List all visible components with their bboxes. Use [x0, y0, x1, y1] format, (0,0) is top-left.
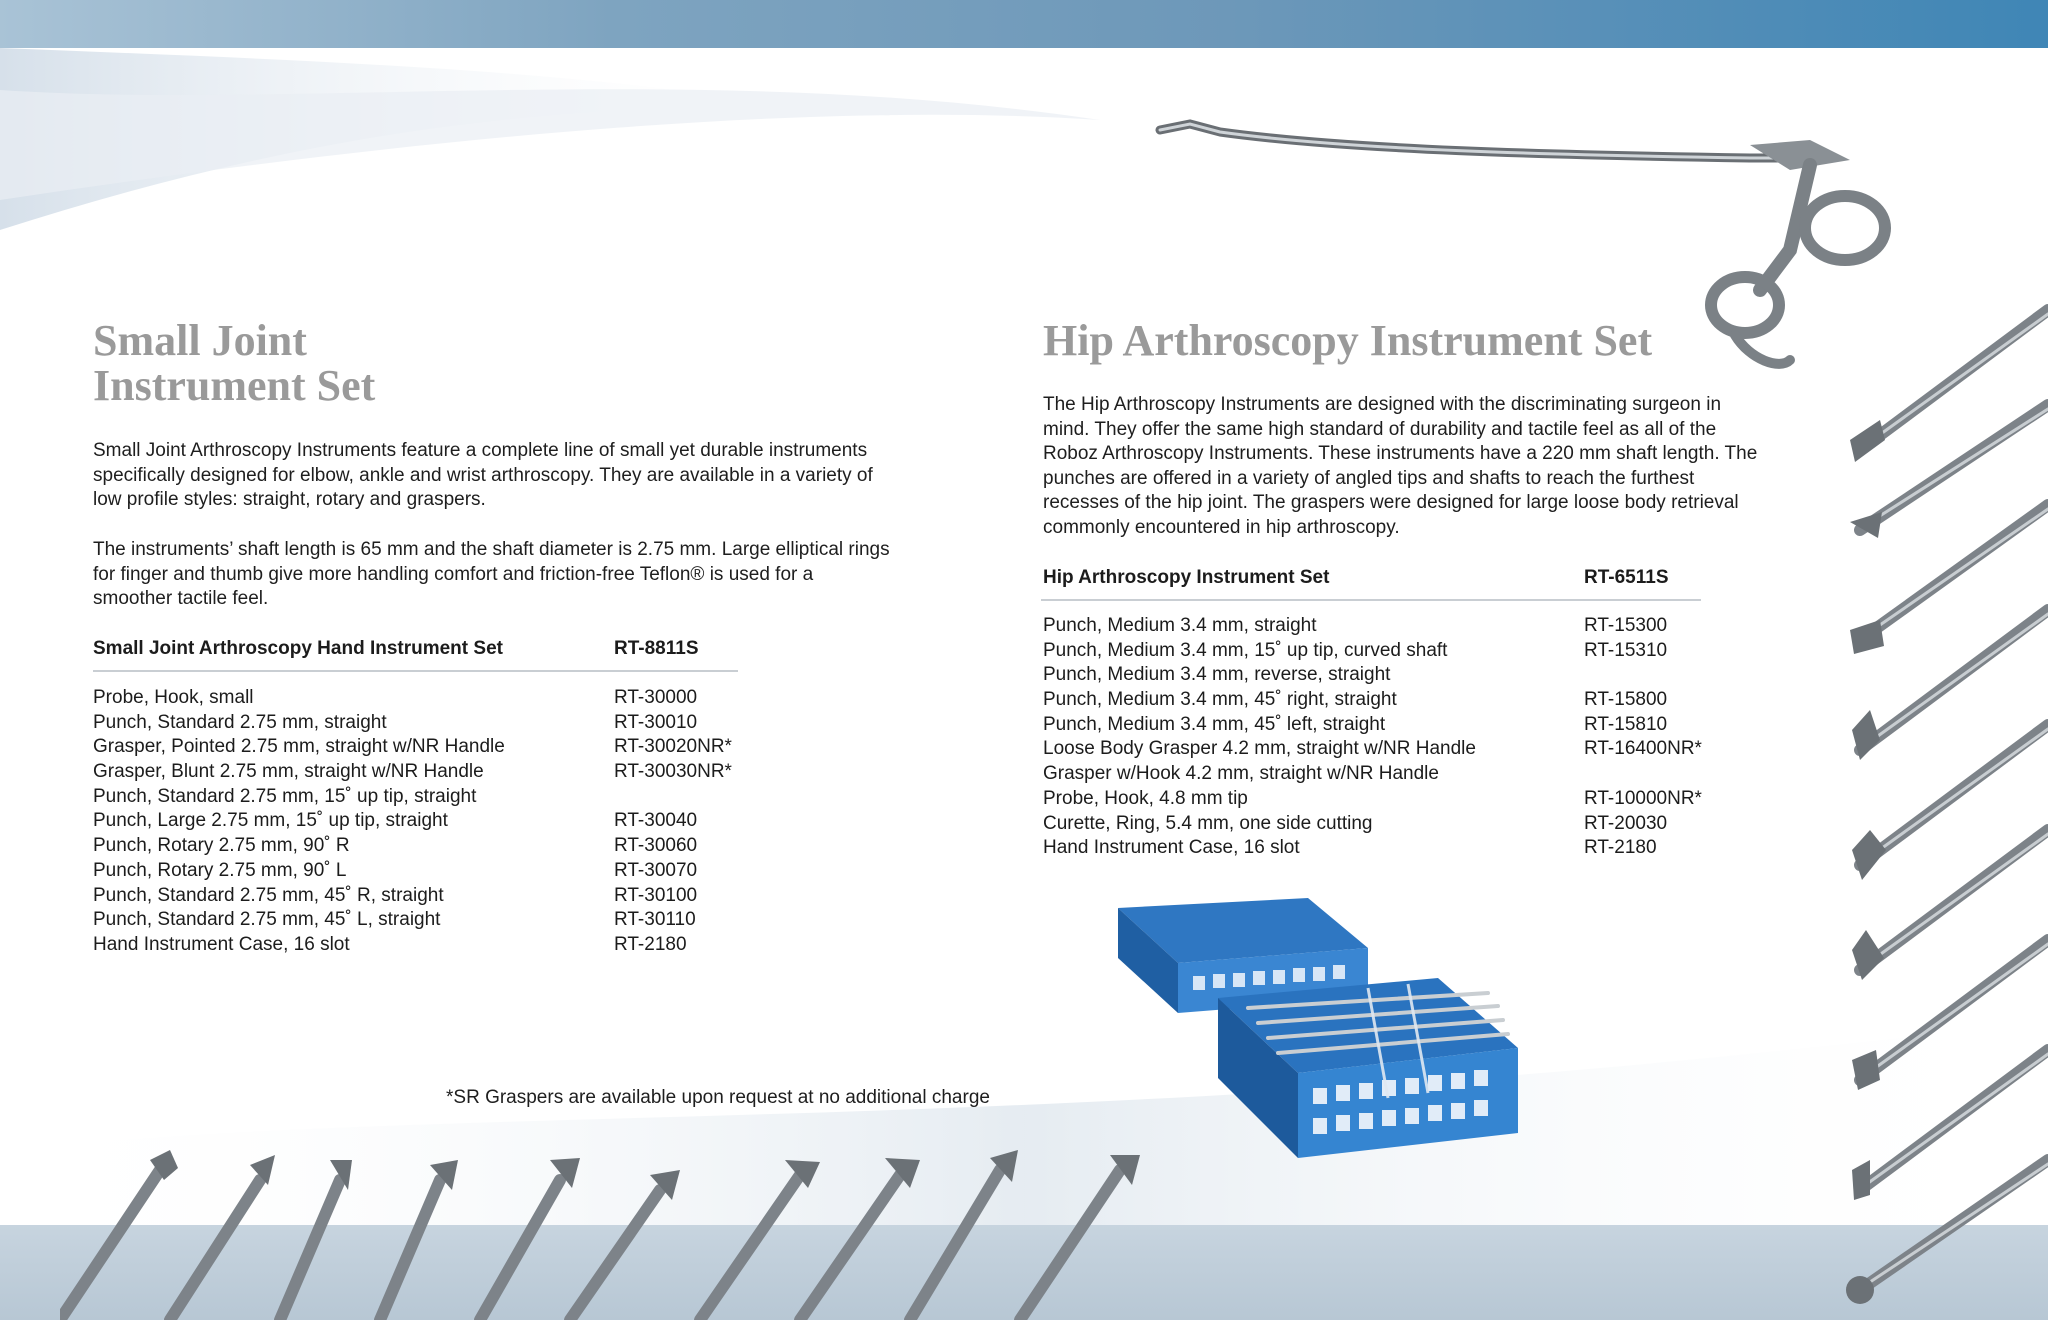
list-item	[93, 711, 893, 736]
list-item	[93, 884, 893, 909]
item-code: RT-30100	[614, 884, 698, 906]
small-joint-item-list	[93, 686, 893, 958]
item-name: Punch, Standard 2.75 mm, straight	[93, 711, 387, 733]
item-name: Curette, Ring, 5.4 mm, one side cutting	[1043, 812, 1373, 834]
item-name: Probe, Hook, small	[93, 687, 254, 708]
item-name: Punch, Rotary 2.75 mm, 90˚ R	[93, 835, 350, 857]
item-name: Punch, Medium 3.4 mm, reverse, straight	[1043, 664, 1391, 686]
item-name: Punch, Large 2.75 mm, 15˚ up tip, straight	[93, 810, 448, 832]
list-item	[1043, 762, 1743, 787]
header-divider	[93, 670, 738, 672]
list-item	[1043, 663, 1743, 688]
list-item	[93, 785, 893, 810]
list-item	[1043, 688, 1743, 713]
list-item	[1043, 836, 1743, 861]
list-item	[1043, 787, 1743, 812]
item-name: Punch, Medium 3.4 mm, 45˚ right, straight	[1043, 689, 1397, 711]
item-name: Loose Body Grasper 4.2 mm, straight w/NR Handle	[1043, 738, 1476, 760]
item-name: Punch, Standard 2.75 mm, 45˚ L, straight	[93, 909, 441, 931]
item-code: RT-10000NR*	[1584, 787, 1702, 809]
item-name: Punch, Medium 3.4 mm, 15˚ up tip, curved shaft	[1043, 639, 1448, 661]
item-code: RT-30030NR*	[614, 761, 732, 783]
list-item	[1043, 614, 1743, 639]
item-name: Grasper, Blunt 2.75 mm, straight w/NR Handle	[93, 761, 484, 783]
item-code: RT-30000	[614, 687, 698, 708]
item-code: RT-30060	[614, 835, 698, 857]
item-code: RT-15800	[1584, 689, 1668, 711]
set-code: RT-6511S	[1584, 567, 1669, 588]
list-item	[1043, 812, 1743, 837]
small-joint-shaft-paragraph: The instruments’ shaft length is 65 mm and the shaft diameter is 2.75 mm. Large elliptical rings for finger and thumb give more handling comfort and friction-free Teflon® is used for a smoother tactile feel.	[93, 539, 890, 609]
item-code: RT-20030	[1584, 812, 1668, 834]
hip-arthroscopy-paragraph: The Hip Arthroscopy Instruments are designed with the discriminating surgeon in mind. They offer the same high standard of durability and tactile feel as all of the Roboz Arthroscopy Instruments. These instruments have a 220 mm shaft length. The punches are offered in a variety of angled tips and shafts to reach the furthest recesses of the hip joint. The graspers were designed for large loose body retrieval commonly encountered in hip arthroscopy.	[1043, 394, 1758, 538]
item-code: RT-30010	[614, 711, 698, 733]
item-code: RT-30040	[614, 810, 698, 832]
list-item	[93, 834, 893, 859]
item-name: Punch, Standard 2.75 mm, 15˚ up tip, straight	[93, 785, 477, 807]
set-name: Small Joint Arthroscopy Hand Instrument Set	[93, 638, 503, 659]
item-name: Punch, Medium 3.4 mm, straight	[1043, 615, 1317, 636]
item-code: RT-16400NR*	[1584, 738, 1702, 760]
item-name: Probe, Hook, 4.8 mm tip	[1043, 787, 1248, 809]
set-code: RT-8811S	[614, 638, 699, 659]
list-item	[93, 735, 893, 760]
list-item	[93, 859, 893, 884]
footnote: *SR Graspers are available upon request at no additional charge	[446, 1087, 990, 1108]
hip-arthroscopy-title: Hip Arthroscopy Instrument Set	[1043, 316, 1653, 365]
list-item	[93, 760, 893, 785]
small-joint-title-line1: Small Joint	[93, 316, 307, 365]
small-joint-title-line2: Instrument Set	[93, 361, 376, 410]
list-item	[1043, 639, 1743, 664]
list-item	[93, 809, 893, 834]
header-divider	[1041, 599, 1701, 601]
instrument-tips-row-image	[60, 1140, 1210, 1320]
list-item	[93, 686, 893, 711]
hip-item-list	[1043, 614, 1743, 861]
list-item	[1043, 713, 1743, 738]
item-name: Grasper, Pointed 2.75 mm, straight w/NR Handle	[93, 736, 505, 758]
item-code: RT-2180	[614, 933, 687, 955]
item-name: Punch, Rotary 2.75 mm, 90˚ L	[93, 859, 347, 881]
item-code: RT-15810	[1584, 713, 1668, 735]
item-name: Grasper w/Hook 4.2 mm, straight w/NR Handle	[1043, 763, 1439, 785]
item-code: RT-30070	[614, 859, 698, 881]
instrument-tips-column-image	[1840, 290, 2048, 1320]
item-code: RT-15300	[1584, 615, 1668, 636]
list-item	[1043, 737, 1743, 762]
set-name: Hip Arthroscopy Instrument Set	[1043, 567, 1330, 588]
small-joint-title	[93, 318, 793, 408]
item-code: RT-30110	[614, 909, 696, 931]
item-code: RT-15310	[1584, 639, 1668, 661]
item-name: Hand Instrument Case, 16 slot	[1043, 837, 1300, 859]
item-name: Hand Instrument Case, 16 slot	[93, 933, 350, 955]
small-joint-intro-paragraph: Small Joint Arthroscopy Instruments feature a complete line of small yet durable instruments specifically designed for elbow, ankle and wrist arthroscopy. They are available in a variety of low profile styles: straight, rotary and graspers.	[93, 440, 873, 510]
item-name: Punch, Standard 2.75 mm, 45˚ R, straight	[93, 884, 444, 906]
item-code: RT-30020NR*	[614, 736, 732, 758]
instrument-tray-image	[1108, 888, 1528, 1178]
list-item	[93, 908, 893, 933]
item-name: Punch, Medium 3.4 mm, 45˚ left, straight	[1043, 713, 1386, 735]
list-item	[93, 933, 893, 958]
item-code: RT-2180	[1584, 837, 1657, 859]
